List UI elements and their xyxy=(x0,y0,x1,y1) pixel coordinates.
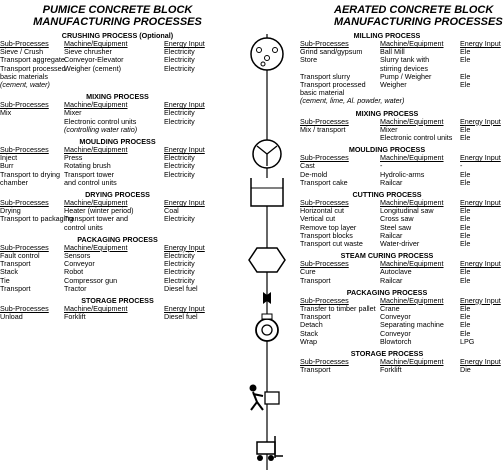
sub-process-cell: Transport slurry xyxy=(300,71,351,81)
ball-mill-icon xyxy=(251,38,283,70)
sub-process-cell: Burr xyxy=(0,161,14,171)
column-header-machine: Machine/Equipment xyxy=(64,304,128,314)
machine-cell: Pump / Weigher xyxy=(380,71,432,81)
sub-process-cell: Drying xyxy=(0,206,21,216)
process-row xyxy=(0,154,235,162)
energy-cell: Ele xyxy=(460,55,471,65)
energy-cell: Electricity xyxy=(164,47,195,57)
sub-process-cell: Transport xyxy=(300,365,331,375)
machine-cell: Conveyor xyxy=(380,312,411,322)
energy-cell: Electricity xyxy=(164,153,195,163)
section-title: MOULDING PROCESS xyxy=(348,145,426,155)
sub-process-cell: Fault control xyxy=(0,251,40,261)
column-header-sub: Sub-Processes xyxy=(300,198,349,208)
process-row xyxy=(300,277,474,285)
column-header-machine: Machine/Equipment xyxy=(380,39,444,48)
column-header-machine: Machine/Equipment xyxy=(380,259,444,269)
machine-cell: Steel saw xyxy=(380,222,412,232)
energy-cell: Electricity xyxy=(164,267,195,277)
column-header-machine: Machine/Equipment xyxy=(380,295,444,305)
machine-cell: Slurry tank with xyxy=(380,55,430,65)
machine-cell: stirring devices xyxy=(380,63,428,73)
mixer-icon xyxy=(253,140,281,168)
sub-process-cell: Transport xyxy=(0,283,31,293)
column-header-machine: Machine/Equipment xyxy=(380,357,444,367)
column-header-energy: Energy Input xyxy=(460,153,501,163)
energy-cell: Ele xyxy=(460,275,471,285)
machine-cell: Sensors xyxy=(64,251,91,261)
energy-cell: Diesel fuel xyxy=(164,312,198,322)
energy-cell: Ele xyxy=(460,267,471,277)
column-header-sub: Sub-Processes xyxy=(0,242,49,252)
energy-cell: Ele xyxy=(460,230,471,240)
energy-cell: Electricity xyxy=(164,214,195,224)
column-header-row xyxy=(0,101,235,109)
column-header-row xyxy=(300,153,501,163)
process-row xyxy=(300,97,474,105)
energy-cell: Electricity xyxy=(164,116,195,126)
machine-cell: Conveyor-Elevator xyxy=(64,55,124,65)
sub-process-cell: Grind sand/gypsum xyxy=(300,47,363,57)
energy-cell: Die xyxy=(460,365,471,375)
process-row xyxy=(0,215,235,223)
sub-process-cell: Store xyxy=(300,55,318,65)
sub-process-cell: Transport cake xyxy=(300,177,348,187)
energy-cell: Ele xyxy=(460,214,471,224)
machine-cell: (controlling water ratio) xyxy=(64,124,138,134)
energy-cell: Ele xyxy=(460,222,471,232)
column-header-sub: Sub-Processes xyxy=(0,145,49,155)
column-header-sub: Sub-Processes xyxy=(0,100,49,110)
pumice-sections xyxy=(0,31,235,321)
process-row xyxy=(300,134,474,142)
process-row xyxy=(0,285,235,293)
sub-process-cell: Tie xyxy=(0,275,10,285)
section-title: MIXING PROCESS xyxy=(355,108,419,118)
section-title: CUTTING PROCESS xyxy=(352,190,422,200)
section-title: MILLING PROCESS xyxy=(353,31,421,40)
process-row xyxy=(0,277,235,285)
sub-process-cell: Transport cut waste xyxy=(300,239,363,249)
worker-icon xyxy=(250,385,280,411)
machine-cell xyxy=(380,97,460,105)
sub-process-cell xyxy=(0,126,64,134)
sub-process-cell: Transport xyxy=(300,312,331,322)
process-row xyxy=(0,81,235,89)
machine-cell: Forklift xyxy=(380,365,402,375)
column-header-sub: Sub-Processes xyxy=(300,116,349,126)
machine-cell: Longitudinal saw xyxy=(380,206,434,216)
process-row xyxy=(300,366,474,374)
machine-cell: control units xyxy=(64,222,103,232)
energy-cell: Electricity xyxy=(164,55,195,65)
energy-cell: Ele xyxy=(460,169,471,179)
process-row xyxy=(300,179,474,187)
process-row xyxy=(0,224,235,232)
machine-cell: Blowtorch xyxy=(380,336,412,346)
machine-cell: Tractor xyxy=(64,283,87,293)
process-row xyxy=(0,179,235,187)
sub-process-cell: basic materials xyxy=(0,71,48,81)
column-header-energy: Energy Input xyxy=(164,39,205,48)
column-header-energy: Energy Input xyxy=(164,242,205,252)
machine-cell: Autoclave xyxy=(380,267,412,277)
column-header-sub: Sub-Processes xyxy=(300,357,349,367)
energy-cell: Electricity xyxy=(164,63,195,73)
energy-cell: Electricity xyxy=(164,108,195,118)
process-row xyxy=(0,252,235,260)
sub-process-cell: De-mold xyxy=(300,169,328,179)
sub-process-cell: Stack xyxy=(0,267,18,277)
sub-process-cell: Unload xyxy=(0,312,23,322)
energy-cell: Ele xyxy=(460,133,471,143)
pumice-title xyxy=(0,4,235,28)
pumice-title-line1: PUMICE CONCRETE BLOCK xyxy=(42,4,193,16)
machine-cell: Forklift xyxy=(64,312,86,322)
machine-cell: Transport tower and xyxy=(64,214,129,224)
machine-cell: Hydrolic-arms xyxy=(380,169,425,179)
machine-cell xyxy=(64,73,164,81)
energy-cell: Electricity xyxy=(164,275,195,285)
column-header-machine: Machine/Equipment xyxy=(380,153,444,163)
machine-cell: Transport tower xyxy=(64,169,115,179)
section-title: PACKAGING PROCESS xyxy=(77,234,158,244)
section-title: STORAGE PROCESS xyxy=(350,349,424,359)
sub-process-cell: Transport xyxy=(0,259,31,269)
cutter-icon xyxy=(249,248,285,272)
column-header-machine: Machine/Equipment xyxy=(64,198,128,208)
sub-process-cell: Wrap xyxy=(300,336,318,346)
energy-cell: - xyxy=(460,161,463,171)
process-row xyxy=(0,268,235,276)
machine-cell: Weigher (cement) xyxy=(64,63,121,73)
sub-process-cell: (cement, water) xyxy=(0,80,50,90)
sub-process-cell: Inject xyxy=(0,153,18,163)
machine-cell: Conveyor xyxy=(380,328,411,338)
column-header-machine: Machine/Equipment xyxy=(64,100,128,110)
process-flow-diagram xyxy=(235,30,300,474)
column-header-row xyxy=(0,305,235,313)
column-header-energy: Energy Input xyxy=(460,259,501,269)
machine-cell: Ball Mill xyxy=(380,47,405,57)
energy-cell: Ele xyxy=(460,206,471,216)
energy-cell: Ele xyxy=(460,124,471,134)
machine-cell: Water-driver xyxy=(380,239,420,249)
sub-process-cell: Stack xyxy=(300,328,318,338)
section-title: STEAM CURING PROCESS xyxy=(340,251,434,261)
section-title: MIXING PROCESS xyxy=(86,92,149,102)
machine-cell: Mixer xyxy=(380,124,398,134)
energy-cell: Ele xyxy=(460,312,471,322)
column-header-sub: Sub-Processes xyxy=(0,39,49,48)
column-header-machine: Machine/Equipment xyxy=(64,145,128,155)
sub-process-cell: Sieve / Crush xyxy=(0,47,44,57)
machine-cell: Railcar xyxy=(380,230,403,240)
aerated-title-line2: MANUFACTURING PROCESSES xyxy=(334,16,503,28)
column-header-energy: Energy Input xyxy=(164,304,205,314)
energy-cell: LPG xyxy=(460,336,475,346)
sub-process-cell: Remove top layer xyxy=(300,222,357,232)
column-header-sub: Sub-Processes xyxy=(300,39,349,48)
column-header-energy: Energy Input xyxy=(460,357,501,367)
sub-process-cell xyxy=(0,118,64,126)
energy-cell: Electricity xyxy=(164,259,195,269)
energy-cell: Diesel fuel xyxy=(164,283,198,293)
machine-cell: Electronic control units xyxy=(64,116,137,126)
sub-process-cell xyxy=(0,224,64,232)
section-title: PACKAGING PROCESS xyxy=(346,287,428,297)
section-title: DRYING PROCESS xyxy=(85,190,150,200)
sub-process-cell: Transport xyxy=(300,275,331,285)
sub-process-cell: basic material xyxy=(300,88,345,98)
column-header-energy: Energy Input xyxy=(164,145,205,155)
process-row xyxy=(0,126,235,134)
energy-cell: Ele xyxy=(460,320,471,330)
column-header-machine: Machine/Equipment xyxy=(64,39,128,48)
sub-process-cell xyxy=(300,134,380,142)
machine-cell: Sieve chrusher xyxy=(64,47,112,57)
column-header-energy: Energy Input xyxy=(164,100,205,110)
column-header-machine: Machine/Equipment xyxy=(380,116,444,126)
pumice-column xyxy=(0,0,235,321)
section-title: CRUSHING PROCESS (Optional) xyxy=(61,31,174,40)
process-row xyxy=(300,338,474,346)
column-header-energy: Energy Input xyxy=(460,116,501,126)
sub-process-cell: Cure xyxy=(300,267,316,277)
forklift-icon xyxy=(257,436,283,461)
sub-process-cell: Transport processed xyxy=(300,80,366,90)
column-header-sub: Sub-Processes xyxy=(300,259,349,269)
sub-process-cell: Transport blocks xyxy=(300,230,353,240)
machine-cell: - xyxy=(380,161,383,171)
mould-icon xyxy=(251,178,283,206)
pumice-title-line2: MANUFACTURING PROCESSES xyxy=(33,16,202,28)
autoclave-icon xyxy=(256,314,278,341)
machine-cell: Heater (winter period) xyxy=(64,206,134,216)
energy-cell: Ele xyxy=(460,71,471,81)
column-header-energy: Energy Input xyxy=(460,295,501,305)
column-header-sub: Sub-Processes xyxy=(0,304,49,314)
machine-cell: Railcar xyxy=(380,177,403,187)
energy-cell: Electricity xyxy=(164,169,195,179)
sub-process-cell: Detach xyxy=(300,320,323,330)
energy-cell: Ele xyxy=(460,239,471,249)
sub-process-cell: Vertical cut xyxy=(300,214,336,224)
sub-process-cell: Transport to packaging xyxy=(0,214,74,224)
machine-cell: Robot xyxy=(64,267,84,277)
sub-process-cell: chamber xyxy=(0,177,28,187)
sub-process-cell: Transport aggregate xyxy=(0,55,65,65)
machine-cell xyxy=(64,81,164,89)
machine-cell: Rotating brush xyxy=(64,161,111,171)
energy-cell: Ele xyxy=(460,304,471,314)
machine-cell: Weigher xyxy=(380,80,407,90)
energy-cell: Coal xyxy=(164,206,179,216)
column-header-sub: Sub-Processes xyxy=(300,295,349,305)
energy-cell: Ele xyxy=(460,47,471,57)
machine-cell: Cross saw xyxy=(380,214,414,224)
process-row xyxy=(0,171,235,179)
aerated-column xyxy=(300,0,503,375)
process-row xyxy=(0,260,235,268)
column-header-sub: Sub-Processes xyxy=(300,153,349,163)
energy-cell: Ele xyxy=(460,177,471,187)
column-header-row xyxy=(0,146,235,154)
column-header-machine: Machine/Equipment xyxy=(380,198,444,208)
machine-cell: and control units xyxy=(64,177,117,187)
sub-process-cell: Mix / transport xyxy=(300,124,346,134)
section-title: MOULDING PROCESS xyxy=(79,137,156,147)
column-header-energy: Energy Input xyxy=(460,39,501,48)
section-title: STORAGE PROCESS xyxy=(81,296,154,306)
process-row xyxy=(0,313,235,321)
column-header-energy: Energy Input xyxy=(164,198,205,208)
energy-cell: Electricity xyxy=(164,161,195,171)
energy-cell: Ele xyxy=(460,80,471,90)
column-header-energy: Energy Input xyxy=(460,198,501,208)
aerated-sections xyxy=(300,31,501,375)
sub-process-cell: Transfer to timber pallet xyxy=(300,304,376,314)
machine-cell: Compressor gun xyxy=(64,275,118,285)
aerated-title xyxy=(334,4,503,28)
sub-process-cell: Transport to drying xyxy=(0,169,61,179)
machine-cell: Electronic control units xyxy=(380,133,453,143)
aerated-title-line1: AERATED CONCRETE BLOCK xyxy=(334,4,494,16)
sub-process-cell: Mix xyxy=(0,108,12,118)
sub-process-cell: (cement, lime, Al. powder, water) xyxy=(300,96,405,106)
column-header-machine: Machine/Equipment xyxy=(64,242,128,252)
machine-cell: Conveyor xyxy=(64,259,95,269)
machine-cell: Railcar xyxy=(380,275,403,285)
machine-cell: Press xyxy=(64,153,83,163)
sub-process-cell: Cast xyxy=(300,161,315,171)
energy-cell: Electricity xyxy=(164,251,195,261)
machine-cell: Mixer xyxy=(64,108,82,118)
column-header-sub: Sub-Processes xyxy=(0,198,49,208)
energy-cell: Ele xyxy=(460,328,471,338)
sub-process-cell: Transport processed xyxy=(0,63,66,73)
process-row xyxy=(300,240,474,248)
machine-cell: Crane xyxy=(380,304,400,314)
sub-process-cell: Horizontal cut xyxy=(300,206,344,216)
machine-cell: Separating machine xyxy=(380,320,444,330)
